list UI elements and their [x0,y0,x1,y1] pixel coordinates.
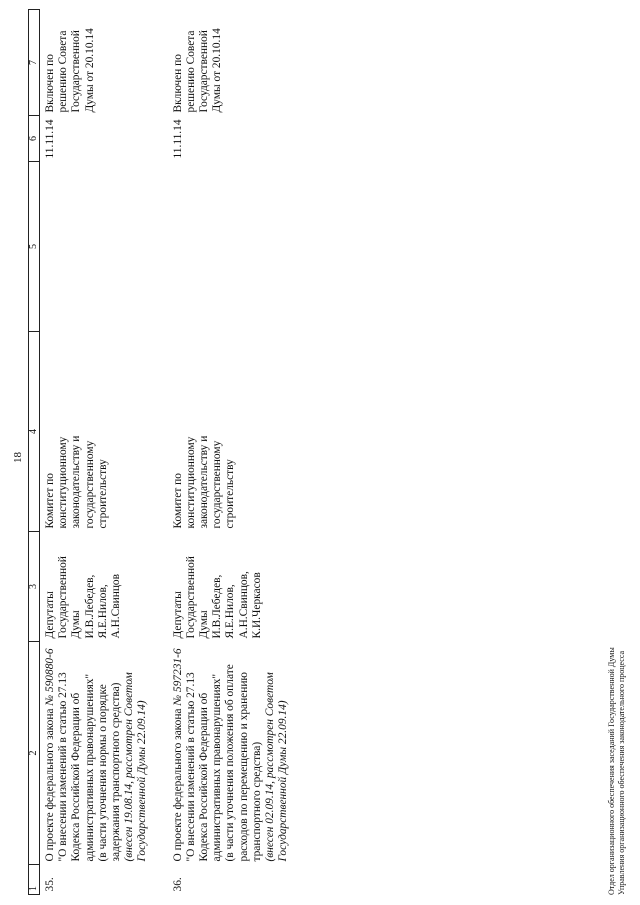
bill-title-cell [168,642,309,865]
status-line: Включен по [44,54,56,113]
bill-note-line: (внесен 19.08.14, рассмотрен Советом [123,672,136,862]
row-number-cell [168,865,309,895]
committee-line: государственному [211,440,224,529]
column5-cell [168,162,309,332]
column-header: 2 [29,642,40,865]
author-line: И.В.Лебедев, [83,574,96,639]
column-header: 1 [29,865,40,895]
column5-cell [40,162,168,332]
author-line: А.Н.Свинцов [110,574,123,639]
author-line: Депутаты [171,591,184,639]
status-line: Государственной [70,30,83,113]
bill-title-cell [40,642,168,865]
bill-title-line: транспортного средства) [250,741,263,862]
author-line: И.В.Лебедев, [211,574,224,639]
bill-number: № 597231-6 [171,648,184,706]
bill-title-line: "О внесении изменений в статью 27.13 [184,672,197,862]
bill-title-line: расходов по перемещению и хранению [237,672,250,862]
status-line: Государственной [198,30,211,113]
author-line: А.Н.Свинцов, [237,571,250,639]
bill-title-prefix: О проекте федерального закона [44,705,56,862]
status-line: Включен по [171,54,184,113]
bill-title-line: задержания транспортного средства) [110,682,123,862]
committee-line: государственному [83,440,96,529]
status-cell [168,10,309,116]
agenda-rows [40,10,309,895]
status-line: решению Совета [184,30,197,113]
bill-title-line: (в части уточнения нормы о порядке [96,684,109,862]
authors-cell [168,532,309,642]
column-number-row [29,10,40,895]
bill-note-line: Государственной Думы 22.09.14) [136,700,149,862]
bill-note-line: (внесен 02.09.14, рассмотрен Советом [264,672,277,862]
committee-line: конституционному [184,436,197,529]
bill-title-prefix: О проекте федерального закона [171,705,184,862]
agenda-table [28,9,308,895]
page-number: 18 [12,452,24,463]
bill-title-line: (в части уточнения положения об оплате [224,664,237,862]
bill-title-line: административных правонарушениях" [211,673,224,862]
committee-line: законодательству и [70,435,83,529]
bill-title-lead [44,645,57,862]
status-cell [40,10,168,116]
bill-title-line: Кодекса Российской Федерации об [70,692,83,862]
column-header: 7 [29,10,40,116]
author-line: Думы [198,610,211,639]
bill-title-line: административных правонарушениях" [83,673,96,862]
committee-line: законодательству и [198,435,211,529]
committee-line: строительству [224,459,237,529]
author-line: К.И.Черкасов [250,572,263,639]
column-header: 6 [29,116,40,162]
date-cell [168,116,309,162]
committee-line: конституционному [57,436,70,529]
bill-title-line: Кодекса Российской Федерации об [198,692,211,862]
bill-number: № 590880-6 [44,648,56,706]
row-number: 35. [44,877,56,892]
committee-cell [40,332,168,532]
author-line: Депутаты [44,591,56,639]
table-row [168,10,309,895]
author-line: Государственной [184,556,197,639]
author-line: Думы [70,610,83,639]
bill-title-line: "О внесении изменений в статью 27.13 [57,672,70,862]
date-cell [40,116,168,162]
date-value: 11.11.14 [44,119,56,159]
table-row [40,10,168,895]
committee-line: Комитет по [44,473,56,529]
footer-directorate: Управления организационного обеспечения законодательного процесса [617,650,626,895]
committee-cell [168,332,309,532]
footer-department: Отдел организационного обеспечения заседаний Государственной Думы [607,647,616,895]
column-header: 4 [29,332,40,532]
author-line: Государственной [57,556,70,639]
row-number-cell [40,865,168,895]
footer [607,647,627,895]
status-line: Думы от 20.10.14 [83,28,96,113]
authors-cell [40,532,168,642]
row-number: 36. [171,877,184,892]
status-line: Думы от 20.10.14 [211,28,224,113]
committee-line: строительству [96,459,109,529]
date-value: 11.11.14 [171,119,184,159]
bill-title-lead [172,645,185,862]
author-line: Я.Е.Нилов, [224,584,237,639]
column-header: 5 [29,162,40,332]
bill-note-line: Государственной Думы 22.09.14) [277,700,290,862]
column-header: 3 [29,532,40,642]
committee-line: Комитет по [171,473,184,529]
author-line: Я.Е.Нилов, [96,584,109,639]
status-line: решению Совета [57,30,70,113]
